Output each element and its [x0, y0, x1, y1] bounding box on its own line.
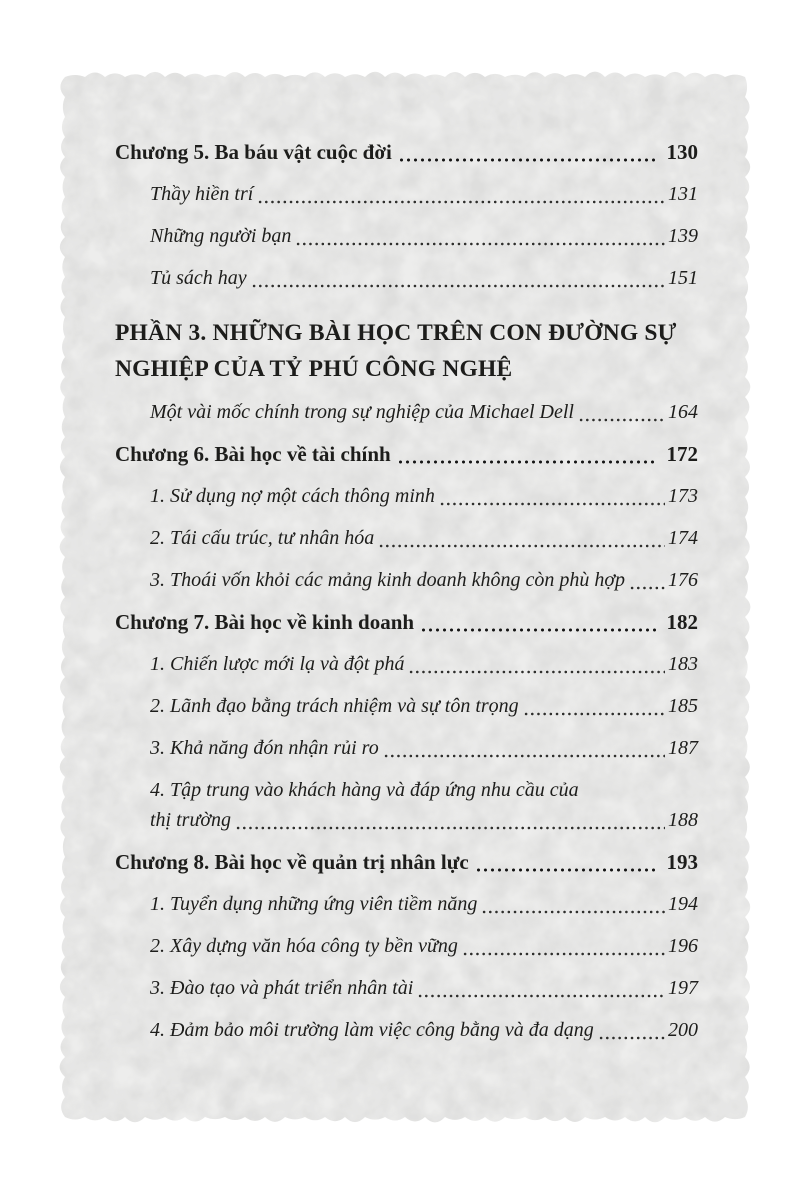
- toc-entry: [115, 565, 698, 595]
- toc-entry-page-number: 194: [668, 893, 698, 915]
- toc-entry-label: 2. Lãnh đạo bằng trách nhiệm và sự tôn trọng: [150, 695, 519, 717]
- toc-part-entry: [115, 315, 698, 387]
- toc-entry-page-number: 176: [668, 569, 698, 591]
- toc-entry-row: [150, 1015, 698, 1045]
- toc-entry: [115, 397, 698, 427]
- dot-leader: [475, 868, 658, 872]
- toc-entry-page-number: 130: [666, 140, 698, 164]
- toc-entry-row: [150, 649, 698, 679]
- toc-entry: [115, 649, 698, 679]
- toc-entry-row: [150, 931, 698, 961]
- toc-entry-label: Chương 6. Bài học về tài chính: [115, 442, 391, 466]
- toc-entry: [115, 523, 698, 553]
- dot-leader: [417, 994, 665, 998]
- dot-leader: [397, 460, 658, 464]
- toc-entry-page-number: 193: [666, 850, 698, 874]
- dot-leader: [523, 712, 665, 716]
- toc-entry: [115, 691, 698, 721]
- toc-entry-label: Những người bạn: [150, 225, 292, 247]
- dot-leader: [481, 910, 665, 914]
- dot-leader: [398, 158, 658, 162]
- toc-entry-label: 1. Sử dụng nợ một cách thông minh: [150, 485, 435, 507]
- toc-entry: [115, 607, 698, 637]
- dot-leader: [462, 952, 665, 956]
- toc-entry-label: Chương 7. Bài học về kinh doanh: [115, 610, 415, 634]
- toc-entry: [115, 973, 698, 1003]
- toc-entry: [115, 1015, 698, 1045]
- toc-entry-page-number: 182: [666, 610, 698, 634]
- toc-entry: [115, 481, 698, 511]
- toc-entry-label: thị trường: [150, 809, 232, 831]
- toc-entry-page-number: 197: [668, 977, 698, 999]
- toc-entry-page-number: 173: [668, 485, 698, 507]
- toc-entry-label: Một vài mốc chính trong sự nghiệp của Michael Dell: [150, 401, 574, 423]
- toc-entry: [115, 889, 698, 919]
- toc-entry-row: [150, 733, 698, 763]
- toc-entry: [115, 775, 698, 835]
- toc-entry-row: [150, 889, 698, 919]
- toc-entry-label: 4. Đảm bảo môi trường làm việc công bằng và đa dạng: [150, 1019, 594, 1041]
- toc-entry: [115, 263, 698, 293]
- toc-entry-row: [150, 805, 698, 835]
- toc-entry-page-number: 174: [668, 527, 698, 549]
- dot-leader: [295, 242, 665, 246]
- toc-entry-page-number: 200: [668, 1019, 698, 1041]
- toc-entry-row: [150, 221, 698, 251]
- table-of-contents: [65, 78, 745, 1118]
- toc-entry-page-number: 172: [666, 442, 698, 466]
- dot-leader: [439, 502, 665, 506]
- toc-entry-label: 2. Xây dựng văn hóa công ty bền vững: [150, 935, 458, 957]
- toc-entry-page-number: 139: [668, 225, 698, 247]
- toc-entry-row: [150, 565, 698, 595]
- dot-leader: [383, 754, 665, 758]
- toc-entry-label: Thầy hiền trí: [150, 183, 254, 205]
- toc-entry-page-number: 185: [668, 695, 698, 717]
- toc-entry-row: [115, 847, 698, 877]
- toc-entry: [115, 137, 698, 167]
- toc-entry-page-number: 131: [668, 183, 698, 205]
- dot-leader: [378, 544, 665, 548]
- dot-leader: [257, 200, 665, 204]
- toc-entry-row: [115, 439, 698, 469]
- toc-entry: [115, 179, 698, 209]
- toc-entry-label: 1. Chiến lược mới lạ và đột phá: [150, 653, 405, 675]
- dot-leader: [235, 826, 665, 830]
- toc-entry-page-number: 196: [668, 935, 698, 957]
- toc-entry: [115, 847, 698, 877]
- toc-entry-page-number: 164: [668, 401, 698, 423]
- dot-leader: [408, 670, 665, 674]
- toc-entry: [115, 221, 698, 251]
- toc-entry-label: 2. Tái cấu trúc, tư nhân hóa: [150, 527, 375, 549]
- toc-entry: [115, 931, 698, 961]
- toc-entry-row: [115, 137, 698, 167]
- toc-entry-row: [150, 523, 698, 553]
- toc-entry-label-line1: 4. Tập trung vào khách hàng và đáp ứng nhu cầu của: [150, 779, 579, 801]
- toc-entry-page-number: 188: [668, 809, 698, 831]
- toc-entry-page-number: 151: [668, 267, 698, 289]
- toc-entry-row: [150, 481, 698, 511]
- toc-entry-label: Chương 5. Ba báu vật cuộc đời: [115, 140, 392, 164]
- dot-leader: [420, 628, 657, 632]
- toc-entry-row: [150, 263, 698, 293]
- toc-entry-label: Chương 8. Bài học về quản trị nhân lực: [115, 850, 469, 874]
- toc-entry-row: [150, 179, 698, 209]
- dot-leader: [578, 418, 665, 422]
- toc-entry-label: 3. Khả năng đón nhận rủi ro: [150, 737, 379, 759]
- toc-entry-page-number: 187: [668, 737, 698, 759]
- dot-leader: [251, 284, 665, 288]
- toc-entry-label: 1. Tuyển dụng những ứng viên tiềm năng: [150, 893, 478, 915]
- toc-entry: [115, 733, 698, 763]
- part-title: PHẦN 3. NHỮNG BÀI HỌC TRÊN CON ĐƯỜNG SỰ NGHIỆP CỦA TỶ PHÚ CÔNG NGHỆ: [115, 320, 677, 382]
- toc-entry-label: 3. Đào tạo và phát triển nhân tài: [150, 977, 414, 999]
- toc-entry-row: [115, 607, 698, 637]
- toc-entry-label: Tủ sách hay: [150, 267, 247, 289]
- toc-entry: [115, 439, 698, 469]
- toc-entry-row: [150, 691, 698, 721]
- toc-entry-row: [150, 973, 698, 1003]
- toc-entry-page-number: 183: [668, 653, 698, 675]
- toc-entry-row: [150, 397, 698, 427]
- dot-leader: [629, 586, 665, 590]
- toc-entry-label: 3. Thoái vốn khỏi các mảng kinh doanh không còn phù hợp: [150, 569, 626, 591]
- dot-leader: [598, 1036, 665, 1040]
